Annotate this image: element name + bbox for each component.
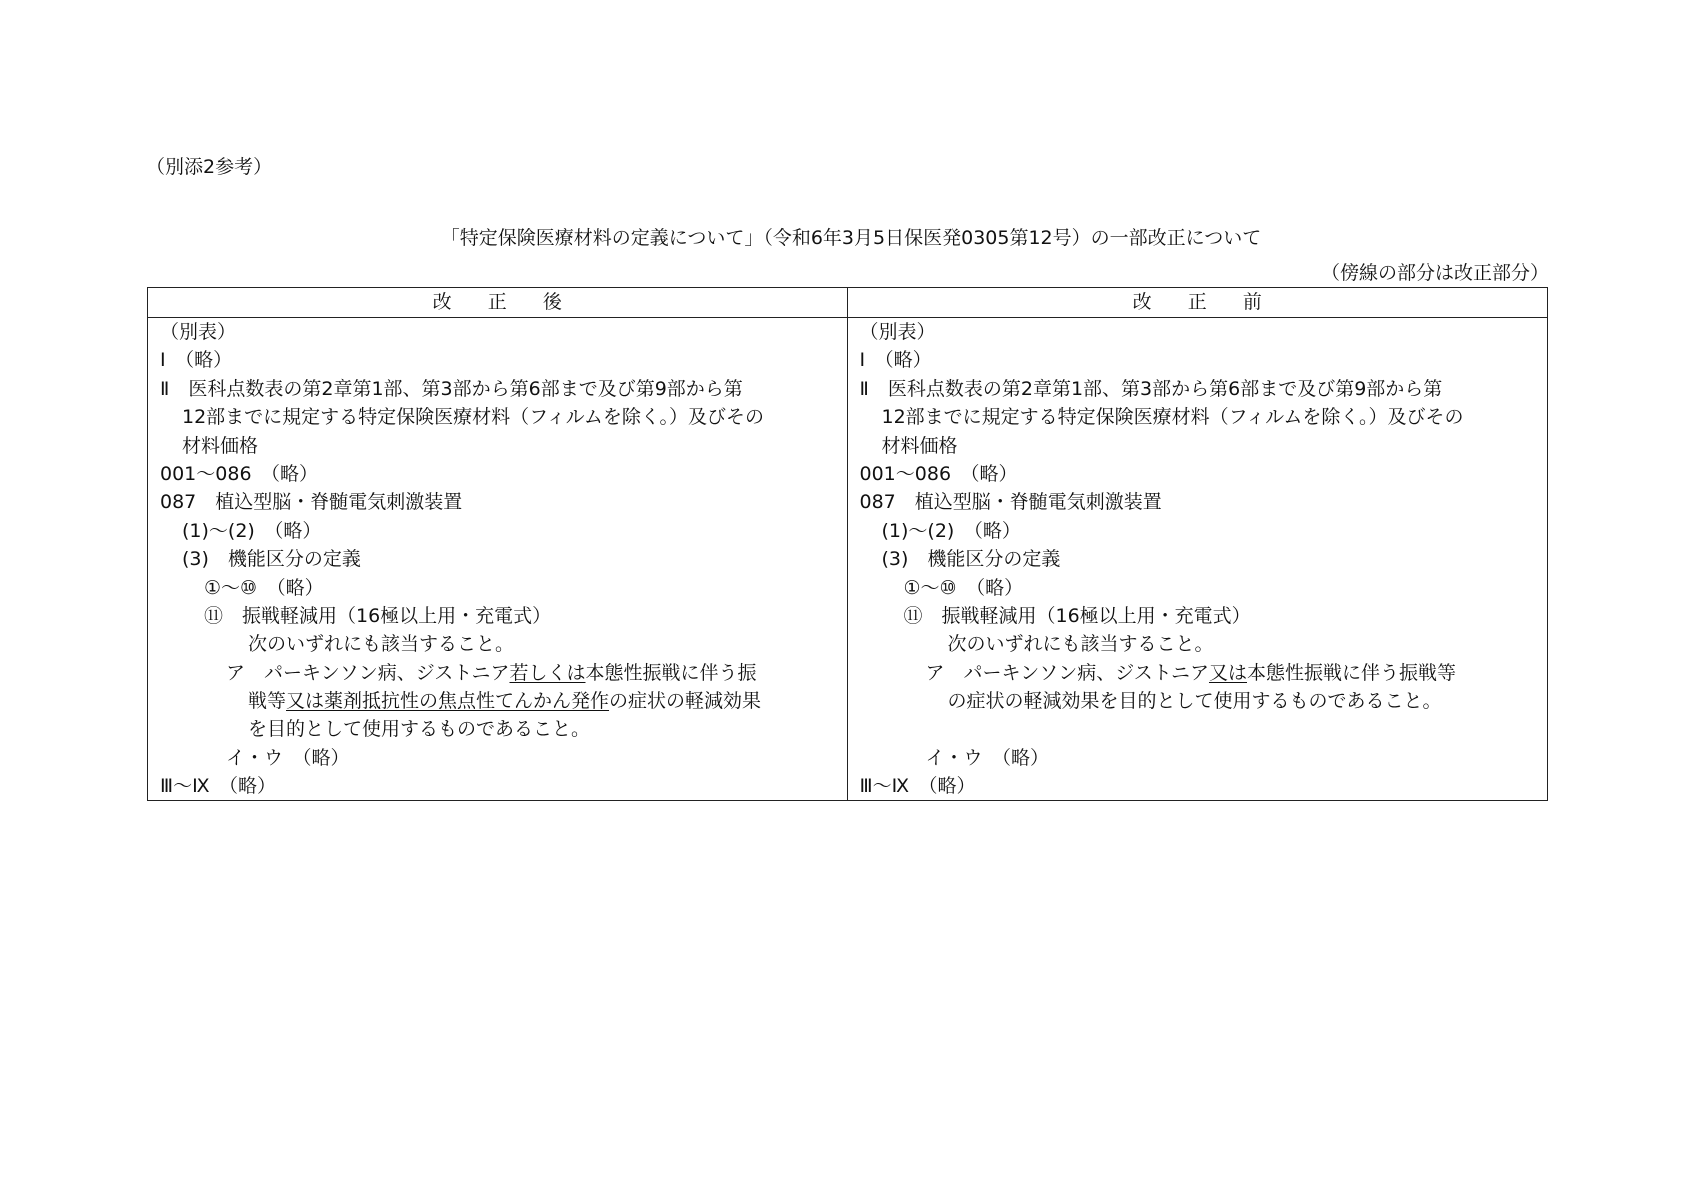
text-segment: ア パーキンソン病、ジストニア	[925, 661, 1209, 684]
underlined-change: 又は	[1208, 661, 1247, 684]
list-item: (3) 機能区分の定義	[182, 548, 361, 571]
list-item: Ⅲ～Ⅸ （略）	[160, 775, 277, 798]
list-item: ⑪ 振戦軽減用（16極以上用・充電式）	[903, 604, 1251, 627]
list-item: 次のいずれにも該当すること。	[248, 633, 515, 656]
text-segment: 戦等	[248, 690, 287, 713]
column-after	[148, 318, 848, 801]
list-item: (1)～(2) （略）	[881, 519, 1021, 542]
list-item: (3) 機能区分の定義	[881, 548, 1061, 571]
list-item: 材料価格	[182, 434, 259, 457]
list-item: 12部までに規定する特定保険医療材料（フィルムを除く。）及びその	[182, 406, 765, 429]
list-item: を目的として使用するものであること。	[248, 718, 591, 741]
list-item: Ⅱ 医科点数表の第2章第1部、第3部から第6部まで及び第9部から第	[160, 377, 743, 400]
list-item	[160, 659, 837, 687]
list-item: ①～⑩ （略）	[903, 576, 1024, 599]
list-item: イ・ウ （略）	[226, 746, 350, 769]
text-segment: ア パーキンソン病、ジストニア	[226, 661, 510, 684]
list-item: の症状の軽減効果を目的として使用するものであること。	[947, 690, 1442, 713]
list-item: 087 植込型脳・脊髄電気刺激装置	[859, 491, 1162, 514]
header-after: 改正後	[148, 288, 848, 317]
column-before	[848, 318, 1548, 801]
header-before: 改正前	[1132, 291, 1298, 313]
table-body	[148, 318, 1547, 801]
attachment-label: （別添2参考）	[146, 156, 273, 178]
list-item: イ・ウ （略）	[925, 746, 1050, 769]
list-item: Ⅱ 医科点数表の第2章第1部、第3部から第6部まで及び第9部から第	[859, 377, 1443, 400]
list-item	[860, 659, 1538, 687]
list-item: （別表）	[160, 321, 237, 343]
underline-note: （傍線の部分は改正部分）	[1320, 262, 1549, 284]
list-item: ⑪ 振戦軽減用（16極以上用・充電式）	[204, 604, 552, 627]
underlined-change: 若しくは	[509, 661, 586, 684]
list-item: （別表）	[859, 321, 936, 343]
list-item: Ⅰ （略）	[160, 349, 233, 372]
list-item: Ⅲ～Ⅸ （略）	[859, 775, 976, 798]
list-item: 001～086 （略）	[160, 462, 319, 485]
list-item: 12部までに規定する特定保険医療材料（フィルムを除く。）及びその	[881, 406, 1464, 429]
list-item: 材料価格	[881, 434, 958, 457]
list-item: Ⅰ （略）	[859, 349, 932, 372]
list-item	[160, 687, 837, 715]
list-item	[860, 715, 1538, 743]
comparison-table	[147, 287, 1548, 801]
list-item: ①～⑩ （略）	[204, 576, 324, 599]
list-item: 次のいずれにも該当すること。	[947, 633, 1214, 656]
text-segment: 本態性振戦に伴う振戦等	[1247, 661, 1457, 684]
list-item: (1)～(2) （略）	[182, 519, 322, 542]
list-item: 087 植込型脳・脊髄電気刺激装置	[160, 491, 463, 514]
page-title: 「特定保険医療材料の定義について」（令和6年3月5日保医発0305第12号）の一部改正について	[440, 227, 1262, 249]
list-item: 001～086 （略）	[859, 462, 1018, 485]
table-header	[148, 288, 1547, 318]
text-segment: の症状の軽減効果	[609, 690, 762, 713]
underlined-change: 又は薬剤抵抗性の焦点性てんかん発作	[286, 690, 610, 713]
text-segment: 本態性振戦に伴う振	[585, 661, 757, 684]
